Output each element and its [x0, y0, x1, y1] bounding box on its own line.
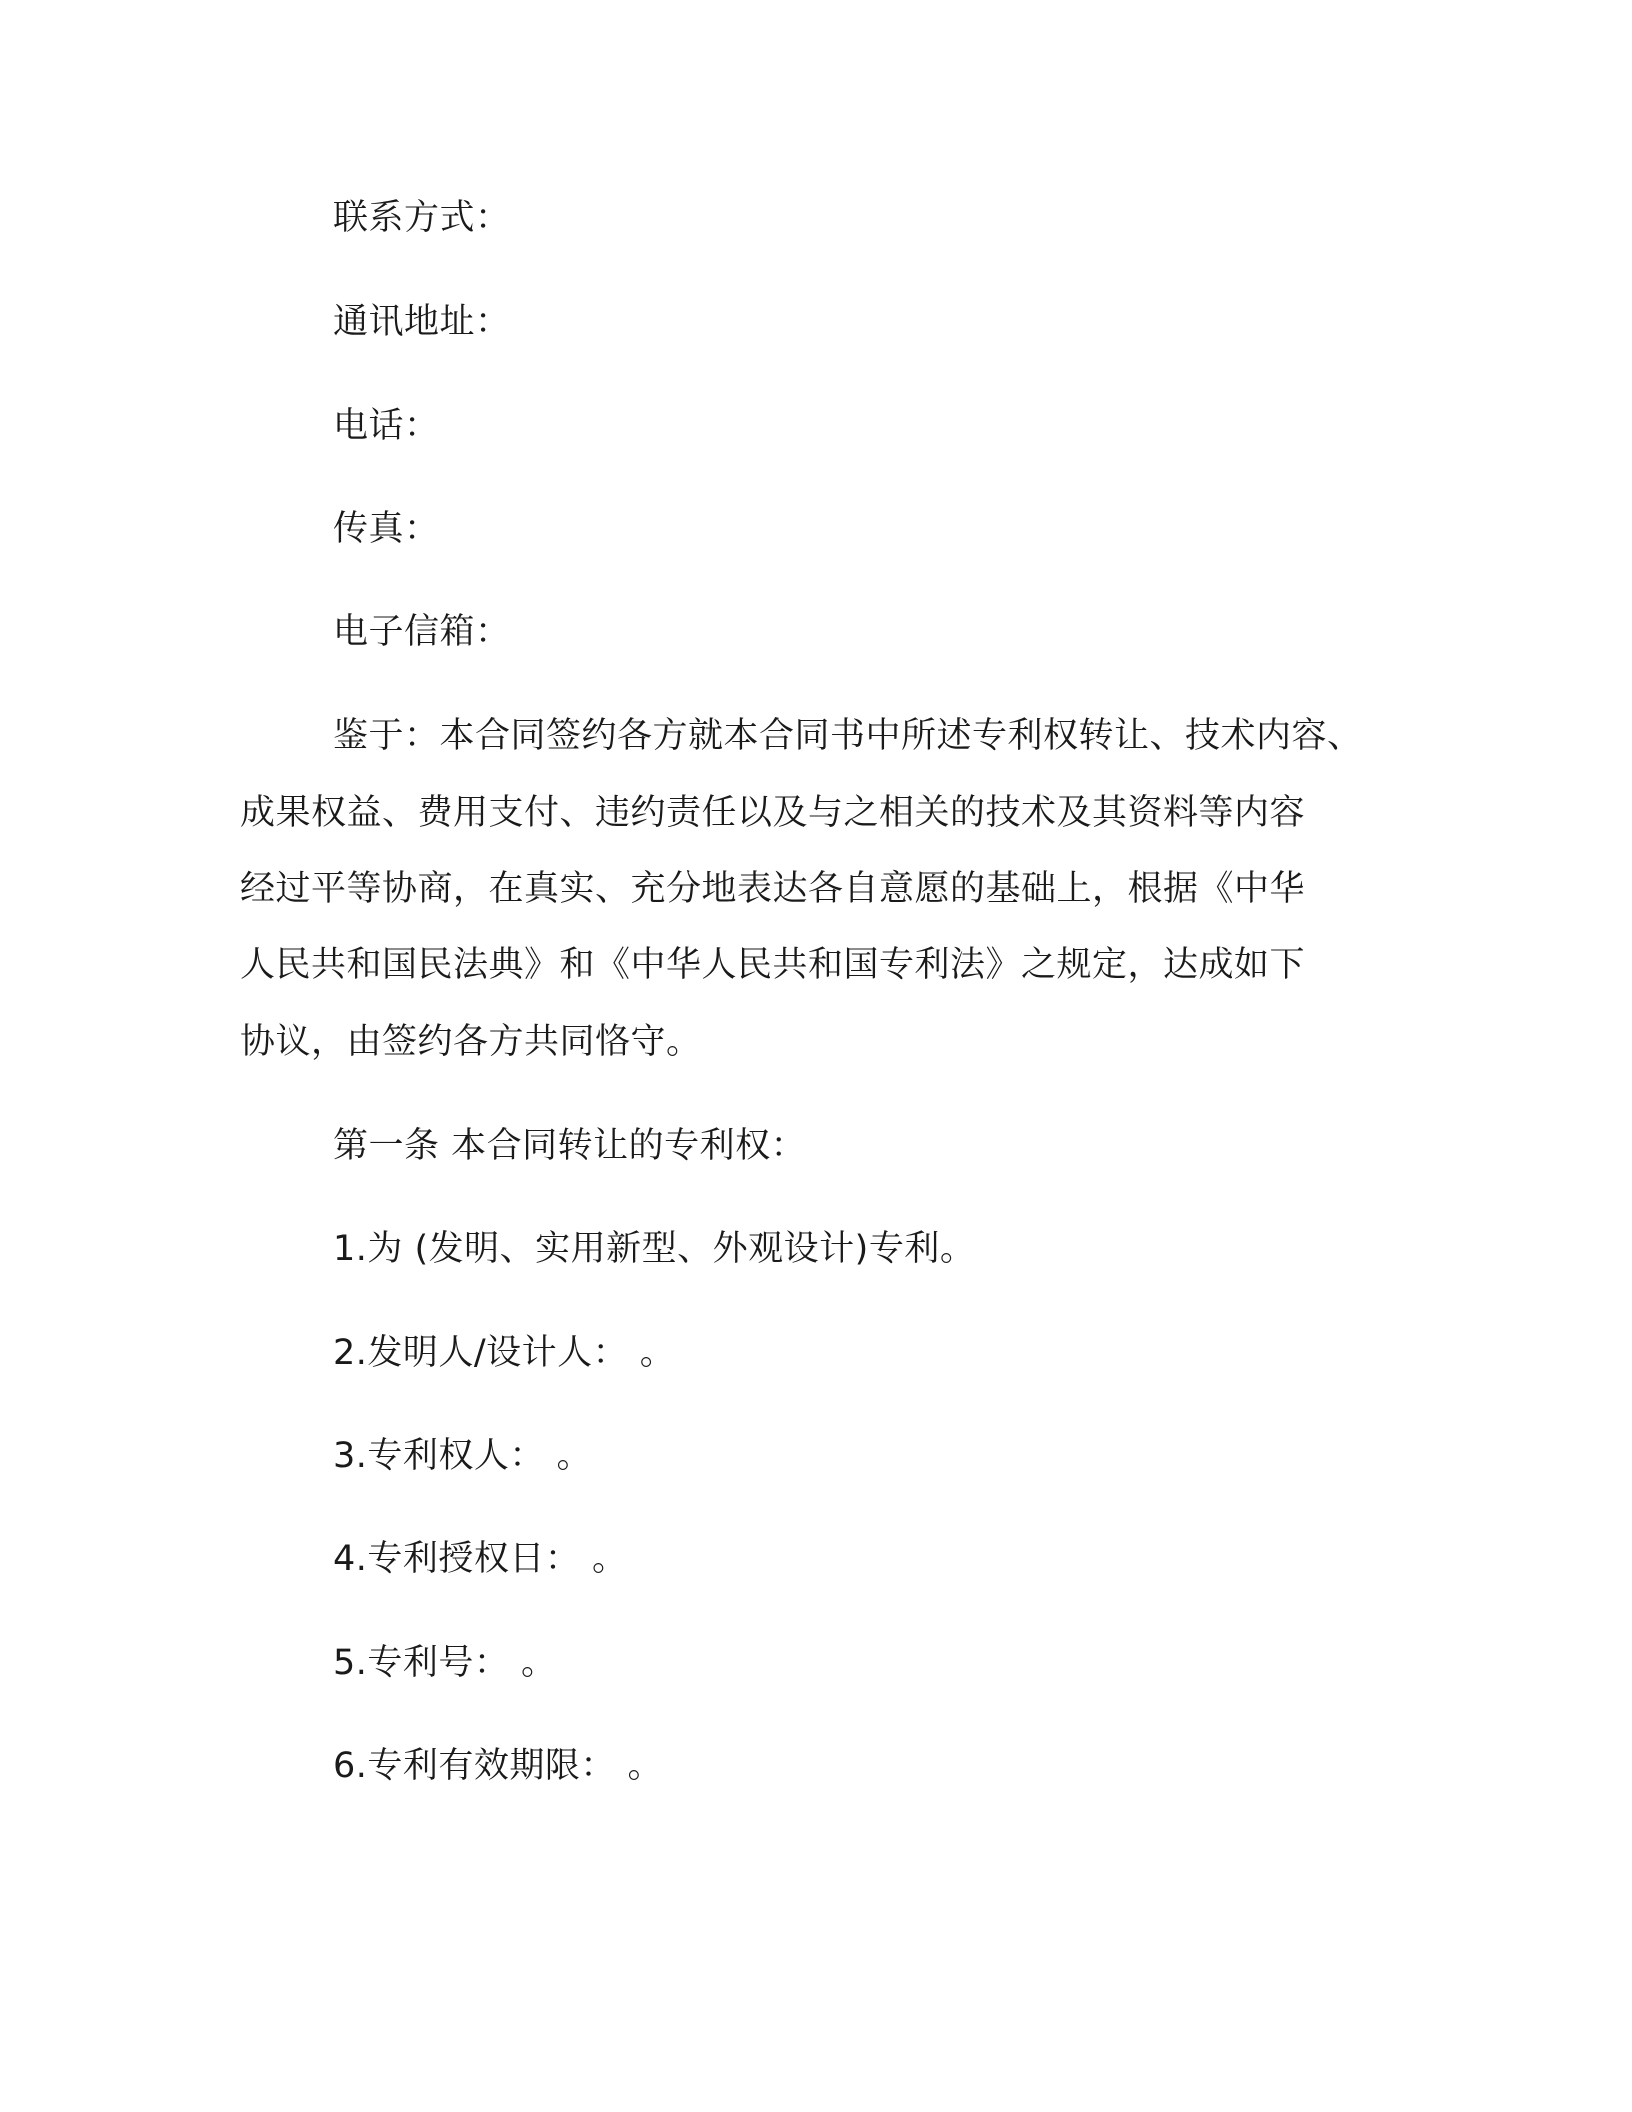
- contact-method-label: 联系方式：: [333, 198, 511, 238]
- article-item: 2.发明人/设计人： 。: [333, 1333, 676, 1373]
- phone-label: 电话：: [333, 406, 440, 446]
- address-label: 通讯地址：: [333, 302, 511, 342]
- preamble-line: 成果权益、费用支付、违约责任以及与之相关的技术及其资料等内容: [240, 793, 1306, 833]
- article-item: 1.为 (发明、实用新型、外观设计)专利。: [333, 1229, 976, 1269]
- preamble-line: 人民共和国民法典》和《中华人民共和国专利法》之规定，达成如下: [240, 945, 1306, 985]
- preamble-line: 协议，由签约各方共同恪守。: [240, 1022, 702, 1062]
- email-label: 电子信箱：: [333, 612, 511, 652]
- article-item: 3.专利权人： 。: [333, 1436, 593, 1476]
- article-item: 6.专利有效期限： 。: [333, 1746, 664, 1786]
- preamble-line: 鉴于：本合同签约各方就本合同书中所述专利权转让、技术内容、: [333, 716, 1363, 756]
- article-item: 4.专利授权日： 。: [333, 1539, 628, 1579]
- fax-label: 传真：: [333, 509, 440, 549]
- article-item: 5.专利号： 。: [333, 1643, 557, 1683]
- article-heading: 第一条 本合同转让的专利权：: [333, 1126, 807, 1166]
- preamble-line: 经过平等协商，在真实、充分地表达各自意愿的基础上，根据《中华: [240, 869, 1306, 909]
